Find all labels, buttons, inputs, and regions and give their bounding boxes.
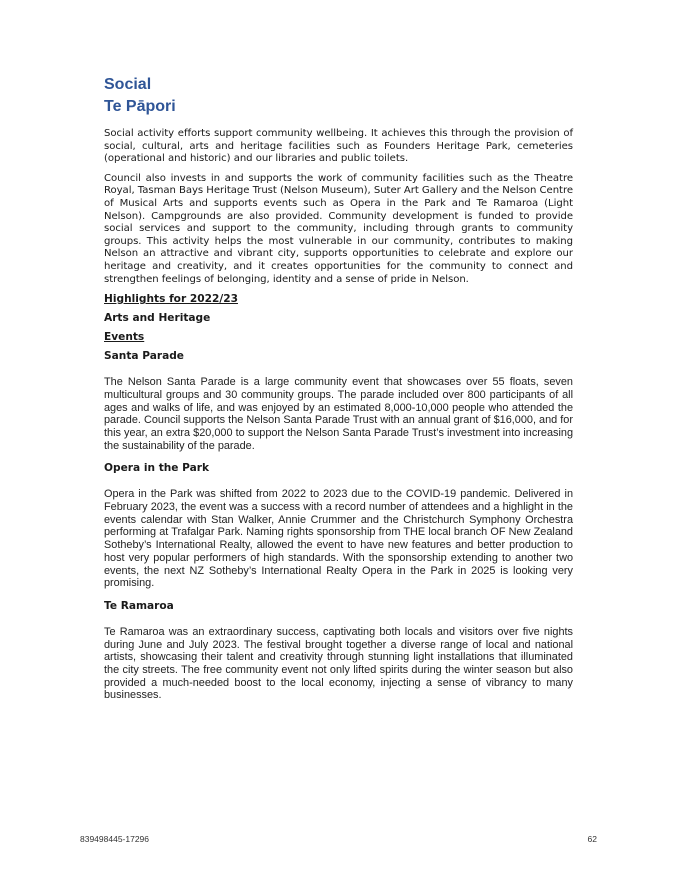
section-heading-opera-in-the-park: Opera in the Park <box>104 462 210 475</box>
page-content <box>104 74 573 712</box>
intro-paragraph: Social activity efforts support community wellbeing. It achieves this through the provision of social, cultural, arts and heritage facilities such as Founders Heritage Park, cemeteries (operational and historic) and our libraries and public toilets. <box>104 128 573 165</box>
section-heading-te-ramaroa: Te Ramaroa <box>104 599 174 612</box>
highlights-heading: Highlights for 2022/23 <box>104 293 238 306</box>
events-heading: Events <box>104 331 145 344</box>
section-body-opera-in-the-park: Opera in the Park was shifted from 2022 to 2023 due to the COVID-19 pandemic. Delivered in February 2023, the event was a success with a record number of attendees and a highlight in the events calendar with Stan Walker, Annie Crummer and the Christchurch Symphony Orchestra performing at Trafalgar Park. Naming rights sponsorship from THE local branch OF New Zealand Sotheby’s International Realty, allowed the event to have new features and better production to host very popular performers of high standards. With the sponsorship extending to another two events, the next NZ Sotheby’s International Realty Opera in the Park in 2025 is looking very promising. <box>104 488 573 590</box>
footer-page-number: 62 <box>587 834 597 844</box>
section-heading-santa-parade: Santa Parade <box>104 350 184 363</box>
section-body-santa-parade: The Nelson Santa Parade is a large community event that showcases over 55 floats, seven multicultural groups and 30 community groups. The parade included over 800 participants of all ages and walks of life, and was enjoyed by an estimated 8,000-10,000 people who attended the parade. Council supports the Nelson Santa Parade Trust with an annual grant of $16,000, and for this year, an extra $20,000 to support the Nelson Santa Parade Trust’s investment into increasing the sustainability of the parade. <box>104 376 573 452</box>
footer-doc-id: 839498445-17296 <box>80 834 150 844</box>
page-title: Social <box>104 76 152 93</box>
intro-paragraph: Council also invests in and supports the work of community facilities such as the Theatre Royal, Tasman Bays Heritage Trust (Nelson Museum), Suter Art Gallery and the Nelson Centre of Musical Arts and supports events such as Opera in the Park and Te Ramaroa (Light Nelson). Campgrounds are also provided. Community development is funded to provide social services and support to the community, including through grants to community groups. This activity helps the most vulnerable in our community, contributes to making Nelson an attractive and vibrant city, supports opportunities to celebrate and explore our heritage and creativity, and it creates opportunities for the community to connect and strengthen feelings of belonging, identity and a sense of pride in Nelson. <box>104 172 573 285</box>
section-body-te-ramaroa: Te Ramaroa was an extraordinary success, captivating both locals and visitors over five nights during June and July 2023. The festival brought together a diverse range of local and national artists, showcasing their talent and creativity through stunning light installations that illuminated the city streets. The free community event not only lifted spirits during the winter season but also provided a much-needed boost to the local economy, injecting a sense of vibrancy to many businesses. <box>104 625 573 702</box>
page-subtitle: Te Pāpori <box>104 98 176 115</box>
arts-heritage-heading: Arts and Heritage <box>104 312 211 325</box>
